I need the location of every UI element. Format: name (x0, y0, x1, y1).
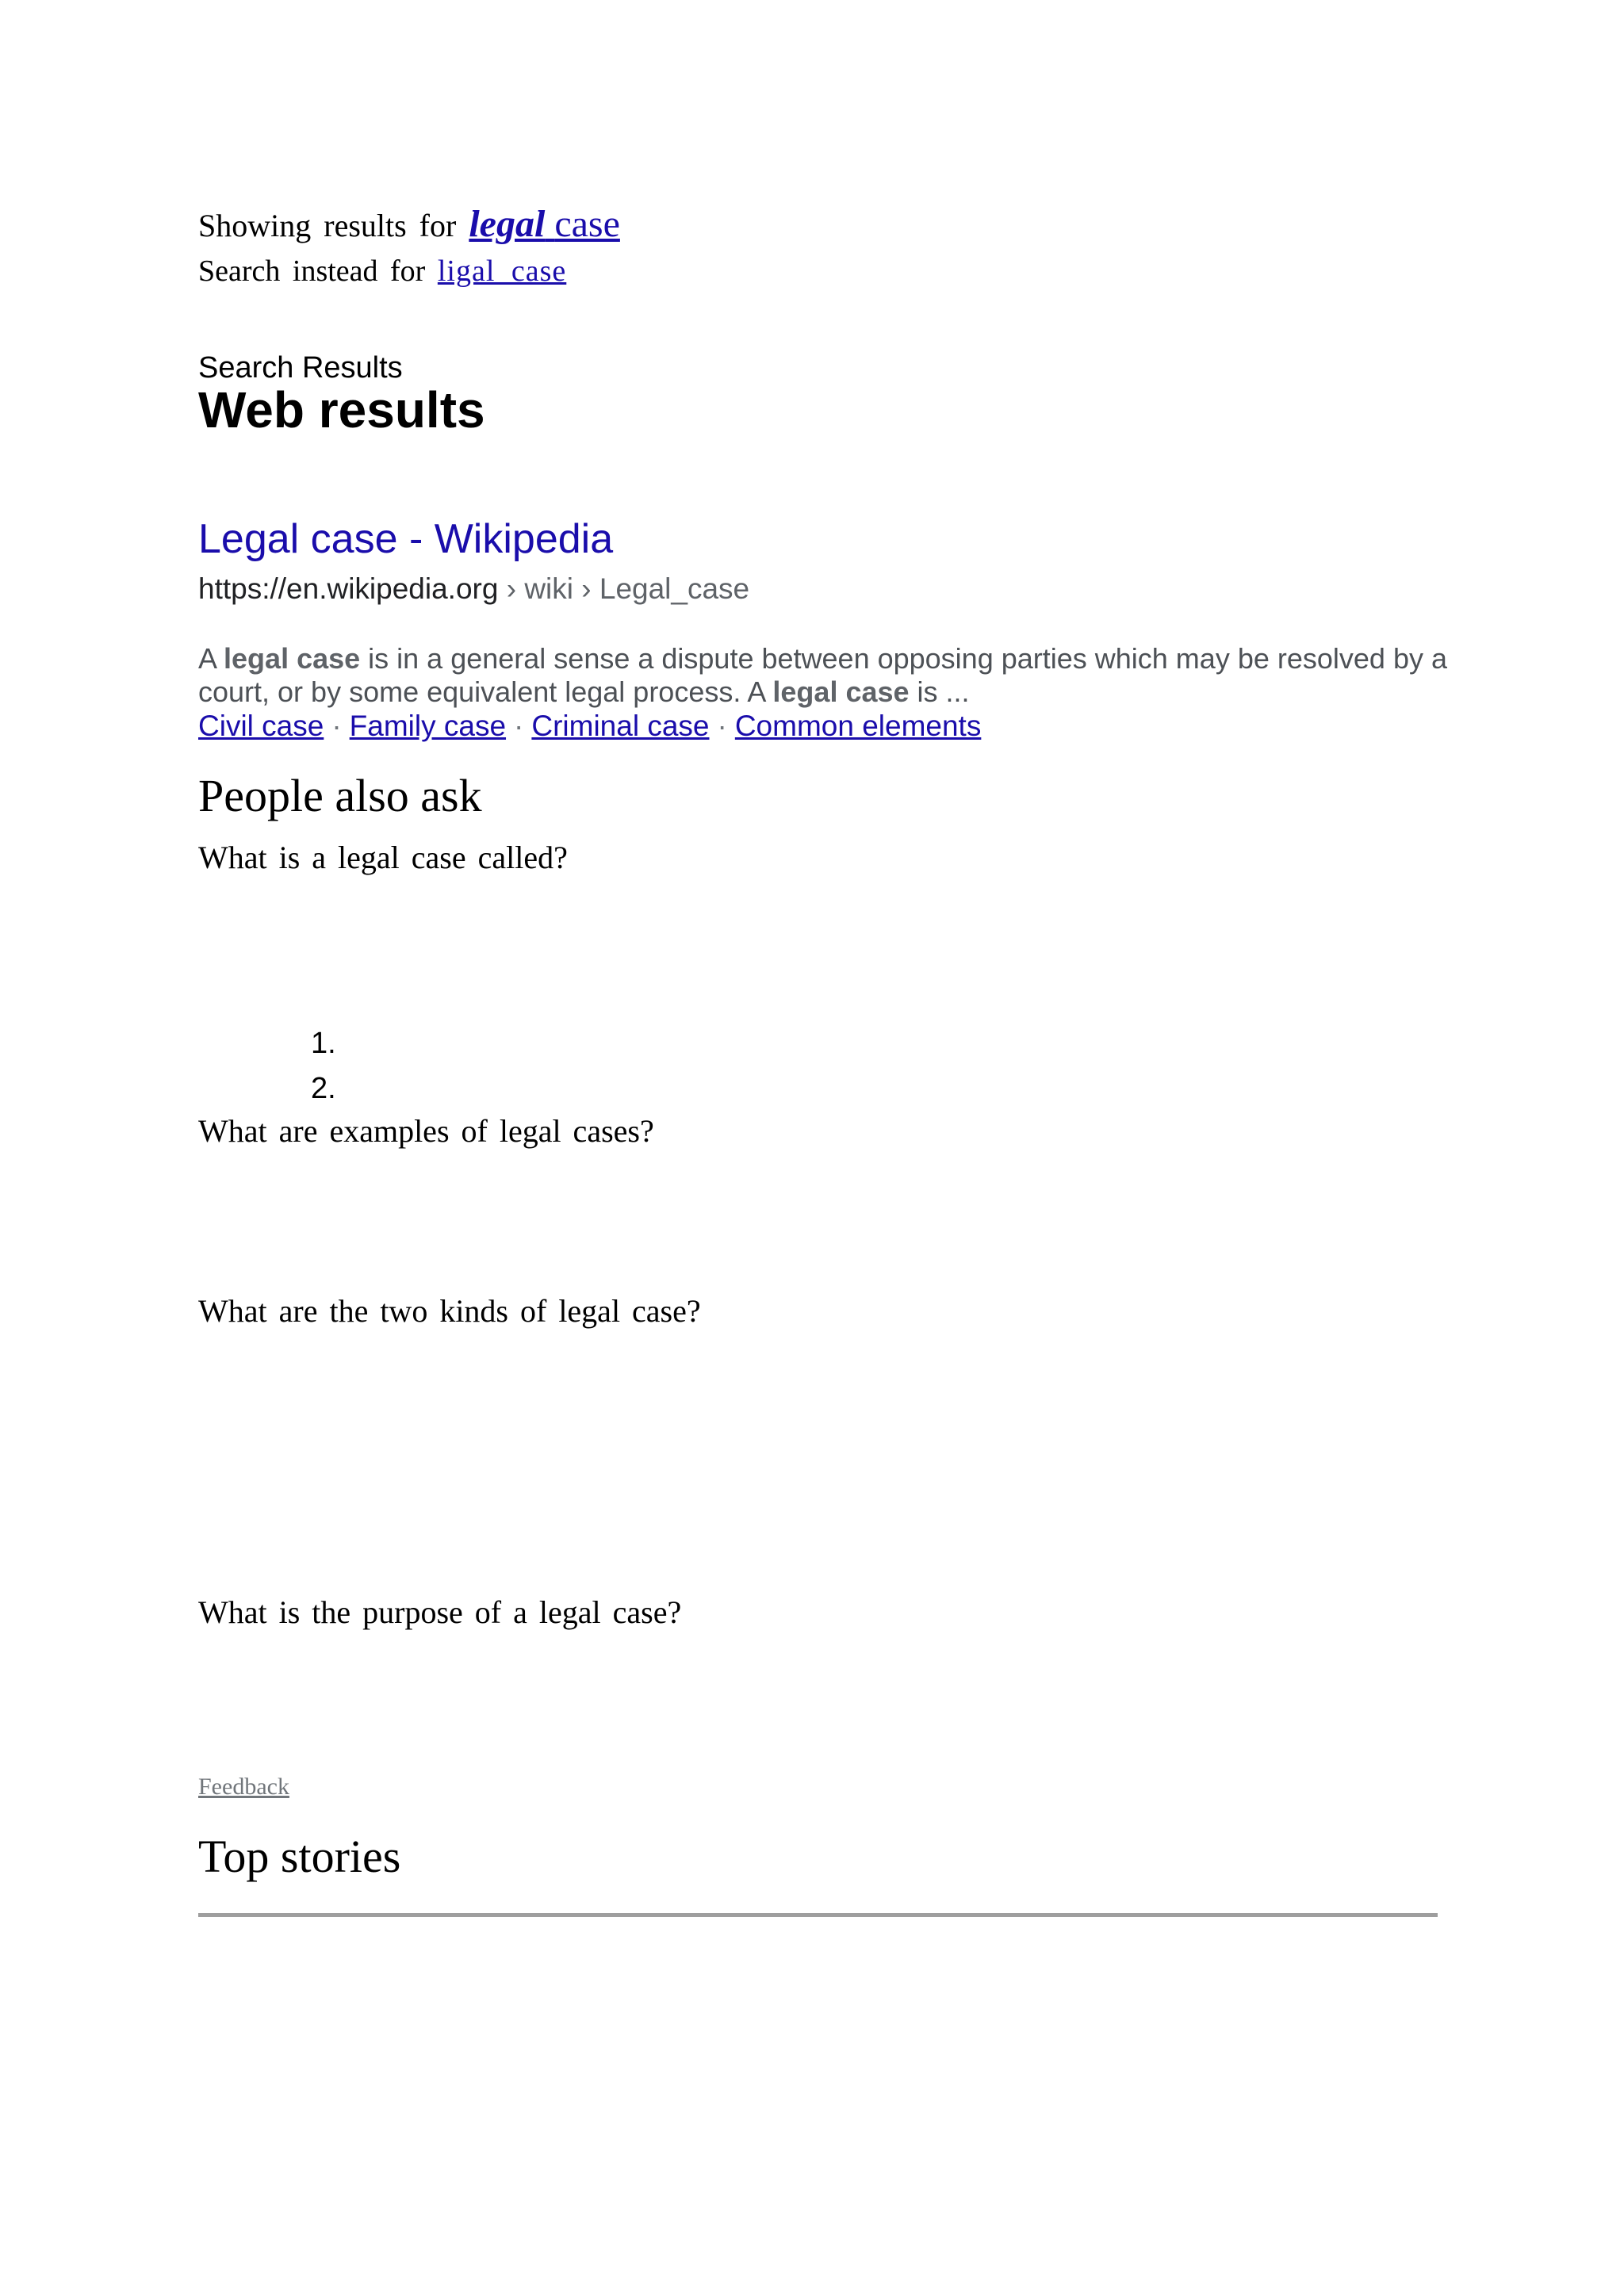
web-results-heading: Web results (198, 381, 485, 438)
corrected-query-rest: case (554, 203, 620, 245)
question-item[interactable]: What is a legal case called? (198, 840, 568, 875)
section-divider (198, 1913, 1438, 1917)
result-url (198, 572, 749, 606)
snippet-text: is ... (909, 675, 970, 708)
people-also-ask-heading: People also ask (198, 770, 482, 821)
original-query-link[interactable]: ligal case (437, 254, 567, 288)
sitelink-family-case[interactable]: Family case (349, 710, 507, 742)
sitelink-civil-case[interactable]: Civil case (198, 710, 324, 742)
result-title-link[interactable]: Legal case - Wikipedia (198, 516, 614, 562)
question-item[interactable]: What is the purpose of a legal case? (198, 1594, 682, 1630)
result-snippet (198, 642, 1451, 709)
showing-results-line (198, 202, 620, 246)
result-url-host: https://en.wikipedia.org (198, 572, 499, 605)
snippet-text: A (198, 642, 224, 675)
search-results-label: Search Results (198, 351, 403, 385)
corrected-query-bold: legal (469, 203, 546, 245)
sitelink-common-elements[interactable]: Common elements (734, 710, 982, 742)
sitelink-separator: · (717, 710, 727, 742)
search-instead-prefix: Search instead for (198, 254, 426, 288)
search-instead-line (198, 254, 566, 289)
feedback-link[interactable]: Feedback (198, 1774, 289, 1800)
list-number: 1. (311, 1027, 336, 1060)
result-url-path: › wiki › Legal_case (498, 572, 750, 605)
snippet-text: is in a general sense a dispute between opposing parties which may be resolved by a court, or by some equivalent legal process. A (198, 642, 1447, 708)
sitelink-separator: · (514, 710, 524, 742)
sitelink-criminal-case[interactable]: Criminal case (531, 710, 710, 742)
sitelink-separator: · (331, 710, 342, 742)
question-item[interactable]: What are examples of legal cases? (198, 1113, 654, 1149)
showing-results-prefix: Showing results for (198, 208, 457, 243)
top-stories-heading: Top stories (198, 1831, 401, 1882)
sitelinks (198, 710, 981, 743)
list-number: 2. (311, 1072, 336, 1105)
snippet-highlight: legal case (772, 675, 910, 708)
corrected-query-link[interactable] (469, 203, 620, 245)
snippet-highlight: legal case (224, 642, 361, 675)
question-item[interactable]: What are the two kinds of legal case? (198, 1293, 701, 1329)
